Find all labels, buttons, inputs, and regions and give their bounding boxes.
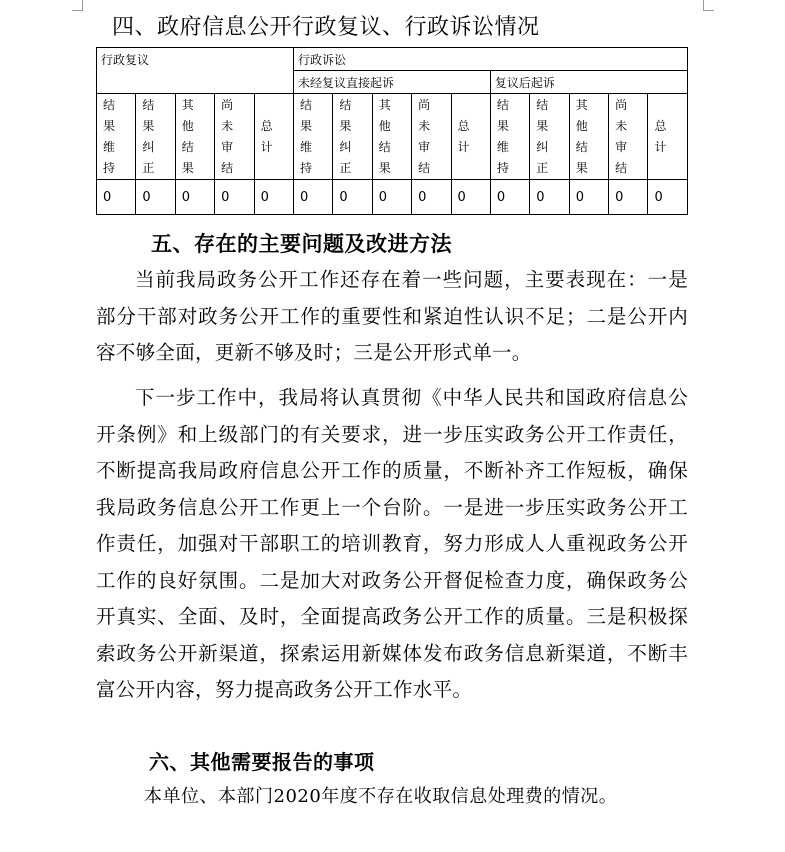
value-review-4: 0 <box>215 180 254 215</box>
col-header-direct-5: 总 计 <box>451 94 490 180</box>
col-header-review-3: 其 他 结 果 <box>175 94 214 180</box>
other-matters-paragraph: 本单位、本部门2020年度不存在收取信息处理费的情况。 <box>144 786 618 807</box>
value-direct-1: 0 <box>293 180 332 215</box>
col-header-direct-4: 尚 未 审 结 <box>412 94 451 180</box>
review-litigation-table <box>96 47 688 215</box>
value-after-4: 0 <box>609 180 648 215</box>
after-review-header: 复议后起诉 <box>490 71 687 94</box>
value-after-3: 0 <box>569 180 608 215</box>
value-direct-5: 0 <box>451 180 490 215</box>
col-header-after-2: 结 果 纠 正 <box>530 94 569 180</box>
value-after-5: 0 <box>648 180 688 215</box>
col-header-after-5: 总 计 <box>648 94 688 180</box>
table-column-header-row <box>97 94 688 180</box>
improvement-paragraph: 下一步工作中，我局将认真贯彻《中华人民共和国政府信息公开条例》和上级部门的有关要求，进一步压实政务公开工作责任，不断提高我局政府信息公开工作的质量，不断补齐工作短板，确保我局政务信息公开工作更上一个台阶。一是进一步压实政务公开工作责任，加强对干部职工的培训教育，努力形成人人重视政务公开工作的良好氛围。二是加大对政务公开督促检查力度，确保政务公开真实、全面、及时，全面提高政务公开工作的质量。三是积极探索政务公开新渠道，探索运用新媒体发布政务信息新渠道，不断丰富公开内容，努力提高政务公开工作水平。 <box>96 386 688 701</box>
col-header-direct-3: 其 他 结 果 <box>372 94 411 180</box>
page-corner-mark-left <box>72 0 83 11</box>
col-header-after-1: 结 果 维 持 <box>490 94 529 180</box>
value-review-2: 0 <box>136 180 175 215</box>
page-corner-mark-right <box>703 0 714 11</box>
admin-litigation-header: 行政诉讼 <box>293 48 687 71</box>
col-header-review-5: 总 计 <box>254 94 293 180</box>
admin-review-header: 行政复议 <box>97 48 294 94</box>
col-header-review-4: 尚 未 审 结 <box>215 94 254 180</box>
value-review-3: 0 <box>175 180 214 215</box>
col-header-review-1: 结 果 维 持 <box>97 94 136 180</box>
value-review-1: 0 <box>97 180 136 215</box>
section-6-heading: 六、其他需要报告的事项 <box>149 750 375 774</box>
value-direct-2: 0 <box>333 180 372 215</box>
value-review-5: 0 <box>254 180 293 215</box>
col-header-review-2: 结 果 纠 正 <box>136 94 175 180</box>
direct-suit-header: 未经复议直接起诉 <box>293 71 490 94</box>
problems-paragraph: 当前我局政务公开工作还存在着一些问题，主要表现在：一是部分干部对政务公开工作的重要性和紧迫性认识不足；二是公开内容不够全面，更新不够及时；三是公开形式单一。 <box>96 268 688 364</box>
col-header-after-4: 尚 未 审 结 <box>609 94 648 180</box>
value-after-2: 0 <box>530 180 569 215</box>
section-4-heading: 四、政府信息公开行政复议、行政诉讼情况 <box>112 15 540 40</box>
value-after-1: 0 <box>490 180 529 215</box>
value-direct-4: 0 <box>412 180 451 215</box>
col-header-direct-1: 结 果 维 持 <box>293 94 332 180</box>
section-5-heading: 五、存在的主要问题及改进方法 <box>151 232 452 256</box>
col-header-after-3: 其 他 结 果 <box>569 94 608 180</box>
table-value-row <box>97 180 688 215</box>
col-header-direct-2: 结 果 纠 正 <box>333 94 372 180</box>
value-direct-3: 0 <box>372 180 411 215</box>
